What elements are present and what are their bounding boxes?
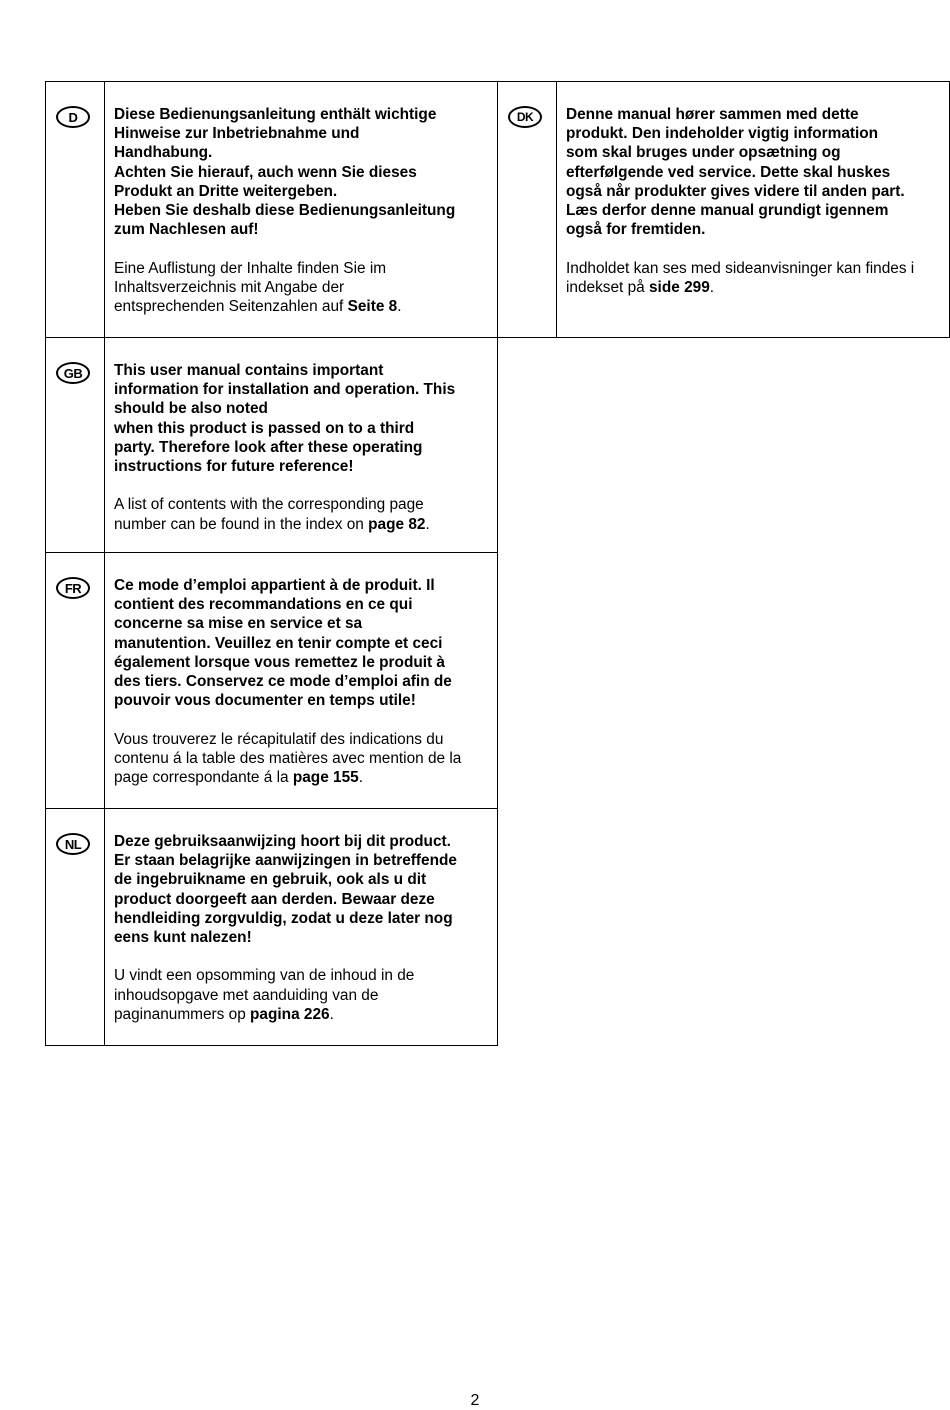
note-text: Indholdet kan ses med sideanvisninger kan findes i indekset på: [566, 259, 915, 296]
badge-column: [46, 553, 105, 808]
note-text: Eine Auflistung der Inhalte finden Sie im Inhaltsverzeichnis mit Angabe der entsprechenden Seitenzahlen auf: [114, 259, 387, 316]
important-notice: Denne manual hører sammen med dette produkt. Den indeholder vigtig information som skal bruges under opsætning og efterfølgende ved service. Dette skal huskes også når produkter gives videre til anden part. Læs derfor denne manual grundigt igennem også for fremtiden.: [566, 106, 905, 239]
contents-note: [114, 730, 484, 788]
language-badge-gb: GB: [56, 362, 90, 384]
important-notice: Ce mode d’emploi appartient à de produit. Il contient des recommandations en ce qui concerne sa mise en service et sa manutention. Veuillez en tenir compte et ceci également lorsque vous remettez le produit à des tiers. Conservez ce mode d’emploi afin de pouvoir vous documenter en temps utile!: [114, 577, 452, 710]
page-reference: side 299: [649, 278, 710, 296]
badge-column: [498, 82, 557, 337]
section-danish: [497, 81, 950, 338]
section-text: [114, 105, 487, 316]
badge-column: [46, 809, 105, 1045]
section-dutch: [45, 808, 498, 1046]
section-english: [45, 337, 498, 553]
note-end: .: [425, 515, 430, 533]
contents-note: [566, 259, 945, 297]
section-text: [114, 361, 487, 534]
page-reference: Seite 8: [347, 298, 398, 316]
page-reference: pagina 226: [250, 1005, 330, 1023]
important-notice: Deze gebruiksaanwijzing hoort bij dit product. Er staan belagrijke aanwijzingen in betreffende de ingebruikname en gebruik, ook als u dit product doorgeeft aan derden. Bewaar deze hendleiding zorgvuldig, zodat u deze later nog eens kunt nalezen!: [114, 833, 457, 947]
language-badge-d: D: [56, 106, 90, 128]
page-reference: page 155: [292, 769, 359, 787]
note-text: A list of contents with the corresponding page number can be found in the index on: [114, 496, 424, 533]
page-number: 2: [470, 1392, 480, 1409]
note-end: .: [709, 278, 715, 296]
section-text: [114, 832, 487, 1024]
section-text: [566, 105, 945, 297]
section-french: [45, 552, 498, 809]
language-badge-nl: NL: [56, 833, 90, 855]
important-notice: This user manual contains important information for installation and operation. This should be also noted when this product is passed on to a third party. Therefore look after these operating instructions for future reference!: [114, 362, 456, 476]
contents-note: [114, 259, 434, 317]
note-end: .: [358, 769, 364, 787]
important-notice: Diese Bedienungsanleitung enthält wichtige Hinweise zur Inbetriebnahme und Handhabung. Achten Sie hierauf, auch wenn Sie dieses Produkt an Dritte weitergeben. Heben Sie deshalb diese Bedienungsanleitung zum Nachlesen auf!: [114, 106, 456, 239]
note-text: Vous trouverez le récapitulatif des indications du contenu á la table des matières avec mention de la page correspondante á la: [114, 730, 462, 787]
note-text: U vindt een opsomming van de inhoud in de inhoudsopgave met aanduiding van de paginanummers op: [114, 967, 415, 1023]
contents-note: [114, 495, 459, 533]
section-german: [45, 81, 498, 338]
note-end: .: [397, 298, 402, 316]
badge-column: [46, 338, 105, 552]
badge-column: [46, 82, 105, 337]
note-end: .: [329, 1005, 334, 1023]
section-text: [114, 576, 487, 787]
contents-note: [114, 966, 444, 1024]
language-badge-fr: FR: [56, 577, 90, 599]
language-badge-dk: DK: [508, 106, 542, 128]
page-reference: page 82: [368, 515, 426, 533]
